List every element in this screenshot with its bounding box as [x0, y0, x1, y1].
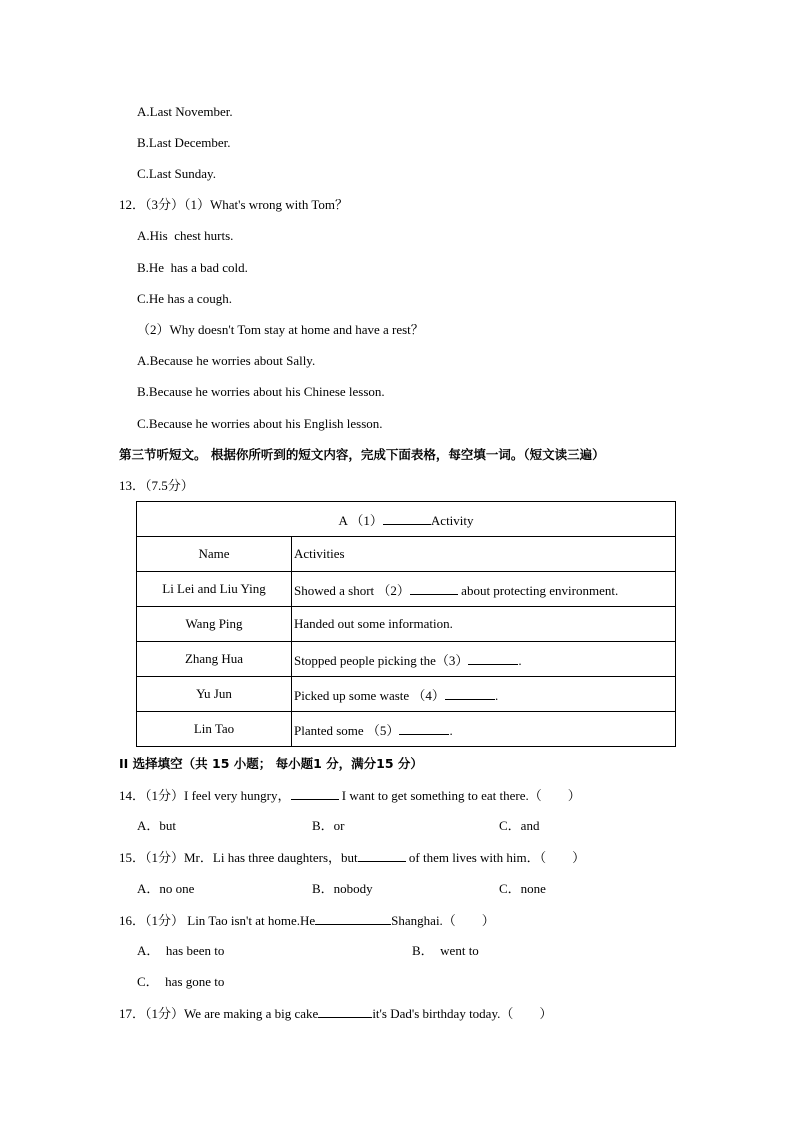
table-header-row	[137, 537, 676, 572]
q15-stem: 15．（1分）Mr．Li has three daughters，but of them lives with him．（ ）	[119, 850, 586, 865]
q11-option-c: C.Last Sunday.	[137, 166, 216, 181]
table-row	[137, 607, 676, 642]
q15-option-a[interactable]: A．no one	[137, 881, 195, 896]
table-title-row	[137, 502, 676, 537]
col-name-header: Name	[137, 537, 292, 572]
row-name: Zhang Hua	[137, 642, 292, 677]
q17-blank[interactable]	[318, 1005, 372, 1018]
q16-blank[interactable]	[315, 912, 391, 925]
table-row	[137, 712, 676, 747]
blank-1[interactable]	[383, 512, 431, 525]
q12-1-option-b: B.He has a bad cold.	[137, 260, 248, 275]
q14-option-b[interactable]: B．or	[312, 818, 345, 833]
row-name: Wang Ping	[137, 607, 292, 642]
row-name: Lin Tao	[137, 712, 292, 747]
q12-1-option-c: C.He has a cough.	[137, 291, 232, 306]
q16-option-b[interactable]: B． went to	[412, 943, 479, 958]
activity-table	[136, 501, 676, 747]
table-title: A （1） Activity	[137, 502, 676, 537]
q14-option-c[interactable]: C．and	[499, 818, 540, 833]
row-activity: Planted some （5） .	[292, 712, 676, 747]
q15-option-c[interactable]: C．none	[499, 881, 546, 896]
row-name: Yu Jun	[137, 677, 292, 712]
row-activity: Handed out some information.	[292, 607, 676, 642]
q14-stem: 14．（1分）I feel very hungry， I want to get something to eat there.（ ）	[119, 788, 581, 803]
part2-heading: II 选择填空（共 15 小题； 每小题1 分，满分15 分）	[119, 756, 423, 771]
row-activity: Showed a short （2） about protecting environment.	[292, 572, 676, 607]
q14-option-a[interactable]: A．but	[137, 818, 177, 833]
q16-option-a[interactable]: A． has been to	[137, 943, 225, 958]
q13-stem: 13．（7.5分）	[119, 478, 194, 493]
q15-blank[interactable]	[358, 849, 406, 862]
q17-stem: 17．（1分）We are making a big cake it's Dad's birthday today.（ ）	[119, 1006, 553, 1021]
q12-2-option-c: C.Because he worries about his English lesson.	[137, 416, 383, 431]
q16-stem: 16．（1分） Lin Tao isn't at home.He Shanghai.（ ）	[119, 913, 495, 928]
row-activity: Picked up some waste （4） .	[292, 677, 676, 712]
blank-3[interactable]	[468, 652, 518, 665]
q12-2-option-b: B.Because he worries about his Chinese lesson.	[137, 384, 385, 399]
table-row	[137, 677, 676, 712]
col-activities-header: Activities	[292, 537, 676, 572]
q12-2-option-a: A.Because he worries about Sally.	[137, 353, 316, 368]
blank-2[interactable]	[410, 582, 458, 595]
blank-5[interactable]	[399, 722, 449, 735]
q16-option-c[interactable]: C． has gone to	[137, 974, 225, 989]
row-name: Li Lei and Liu Ying	[137, 572, 292, 607]
blank-4[interactable]	[445, 687, 495, 700]
section3-heading: 第三节听短文。 根据你所听到的短文内容，完成下面表格，每空填一词。（短文读三遍）	[119, 447, 605, 462]
q11-option-a: A.Last November.	[137, 104, 233, 119]
table-row	[137, 642, 676, 677]
q12-sub2: （2）Why doesn't Tom stay at home and have a rest？	[137, 322, 424, 337]
row-activity: Stopped people picking the（3） .	[292, 642, 676, 677]
table-row	[137, 572, 676, 607]
q12-stem: 12．（3分）（1）What's wrong with Tom？	[119, 197, 349, 212]
q14-blank[interactable]	[291, 787, 339, 800]
q15-option-b[interactable]: B．nobody	[312, 881, 373, 896]
q11-option-b: B.Last December.	[137, 135, 231, 150]
q12-1-option-a: A.His chest hurts.	[137, 228, 234, 243]
